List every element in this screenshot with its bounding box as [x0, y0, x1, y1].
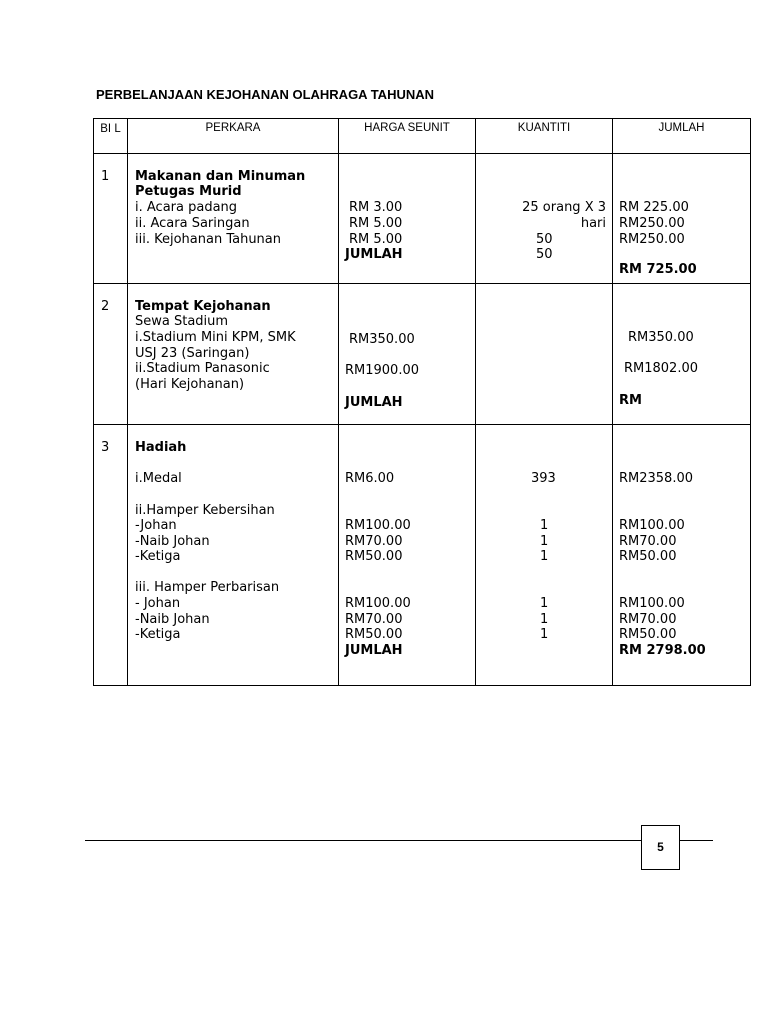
subtotal-label: JUMLAH	[345, 395, 403, 410]
header-kuantiti: KUANTITI	[476, 119, 613, 154]
footer-divider	[85, 840, 713, 841]
price-value: RM70.00	[345, 534, 403, 549]
item-line: ii.Stadium Panasonic	[135, 361, 270, 376]
item-line: ii. Acara Saringan	[135, 216, 250, 231]
item-line: i.Stadium Mini KPM, SMK	[135, 330, 296, 345]
item-line: USJ 23 (Saringan)	[135, 346, 250, 361]
price-value: RM50.00	[345, 627, 403, 642]
quantity-value: 50	[536, 232, 553, 247]
item-line: -Ketiga	[135, 627, 181, 642]
amount-value: RM 225.00	[619, 200, 689, 215]
bil-cell	[94, 425, 128, 686]
quantity-value: 1	[540, 627, 549, 642]
item-line: -Naib Johan	[135, 534, 210, 549]
table-row	[94, 284, 751, 425]
item-line: -Ketiga	[135, 549, 181, 564]
item-heading: Tempat Kejohanan	[135, 299, 271, 314]
kuantiti-cell	[476, 284, 613, 425]
item-line: Sewa Stadium	[135, 314, 229, 329]
quantity-value: 1	[540, 549, 549, 564]
quantity-value: 1	[540, 612, 549, 627]
price-value: RM50.00	[345, 549, 403, 564]
kuantiti-cell	[476, 425, 613, 686]
amount-value: RM2358.00	[619, 471, 694, 486]
bil-cell	[94, 154, 128, 284]
item-line: i.Medal	[135, 471, 182, 486]
perkara-cell	[128, 425, 339, 686]
item-heading: Petugas Murid	[135, 184, 242, 199]
item-line: -Johan	[135, 518, 177, 533]
table-header-row	[94, 119, 751, 154]
page-number: 5	[641, 825, 680, 870]
header-bil: BI L	[94, 119, 128, 154]
harga-cell	[339, 154, 476, 284]
price-value: RM6.00	[345, 471, 395, 486]
amount-value: RM70.00	[619, 534, 677, 549]
item-line: ii.Hamper Kebersihan	[135, 503, 275, 518]
price-value: RM100.00	[345, 596, 411, 611]
table-row	[94, 425, 751, 686]
jumlah-cell	[613, 425, 751, 686]
amount-value: RM50.00	[619, 627, 677, 642]
header-jumlah: JUMLAH	[613, 119, 751, 154]
item-line: i. Acara padang	[135, 200, 238, 215]
expense-table	[93, 118, 751, 686]
subtotal-value: RM 2798.00	[619, 643, 706, 658]
document-title: PERBELANJAAN KEJOHANAN OLAHRAGA TAHUNAN	[96, 87, 435, 102]
harga-cell	[339, 284, 476, 425]
item-line: iii. Kejohanan Tahunan	[135, 232, 282, 247]
subtotal-value: RM	[619, 393, 642, 408]
header-perkara: PERKARA	[128, 119, 339, 154]
price-value: RM70.00	[345, 612, 403, 627]
bil-cell	[94, 284, 128, 425]
price-value: RM 5.00	[349, 232, 403, 247]
amount-value: RM250.00	[619, 232, 685, 247]
item-heading: Makanan dan Minuman	[135, 169, 306, 184]
subtotal-value: RM 725.00	[619, 262, 697, 277]
price-value: RM100.00	[345, 518, 411, 533]
price-value: RM350.00	[349, 332, 415, 347]
jumlah-cell	[613, 154, 751, 284]
price-value: RM 5.00	[349, 216, 403, 231]
subtotal-label: JUMLAH	[345, 643, 403, 658]
amount-value: RM100.00	[619, 596, 685, 611]
quantity-value: 1	[540, 518, 549, 533]
header-harga: HARGA SEUNIT	[339, 119, 476, 154]
perkara-cell	[128, 284, 339, 425]
amount-value: RM1802.00	[624, 361, 699, 376]
item-heading: Hadiah	[135, 440, 187, 455]
row-number: 2	[101, 299, 110, 314]
item-line: - Johan	[135, 596, 181, 611]
harga-cell	[339, 425, 476, 686]
price-value: RM1900.00	[345, 363, 420, 378]
perkara-cell	[128, 154, 339, 284]
quantity-value: 1	[540, 534, 549, 549]
quantity-value: 1	[540, 596, 549, 611]
row-number: 1	[101, 169, 110, 184]
quantity-value: 50	[536, 247, 553, 262]
row-number: 3	[101, 440, 110, 455]
item-line: (Hari Kejohanan)	[135, 377, 245, 392]
item-line: iii. Hamper Perbarisan	[135, 580, 280, 595]
price-value: RM 3.00	[349, 200, 403, 215]
kuantiti-cell	[476, 154, 613, 284]
amount-value: RM250.00	[619, 216, 685, 231]
jumlah-cell	[613, 284, 751, 425]
amount-value: RM50.00	[619, 549, 677, 564]
amount-value: RM350.00	[628, 330, 694, 345]
quantity-value: 25 orang X 3	[522, 200, 606, 215]
quantity-value: 393	[531, 471, 556, 486]
table-row	[94, 154, 751, 284]
amount-value: RM70.00	[619, 612, 677, 627]
quantity-value: hari	[580, 216, 606, 231]
subtotal-label: JUMLAH	[345, 247, 403, 262]
item-line: -Naib Johan	[135, 612, 210, 627]
amount-value: RM100.00	[619, 518, 685, 533]
